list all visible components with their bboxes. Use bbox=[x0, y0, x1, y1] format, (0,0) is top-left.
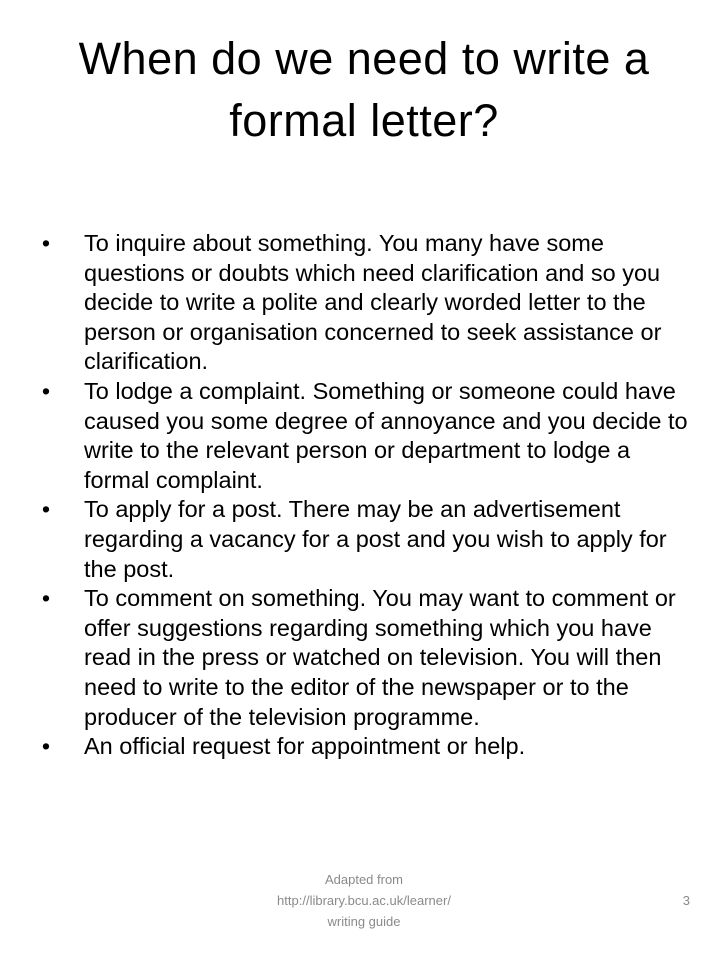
bullet-list bbox=[36, 229, 696, 762]
bullet-icon: • bbox=[41, 230, 51, 256]
bullet-icon: • bbox=[41, 377, 51, 404]
list-item bbox=[36, 229, 696, 377]
bullet-text: To lodge a complaint. Something or someone could have caused you some degree of annoyance and you decide to write to the relevant person or department to lodge a formal complaint. bbox=[84, 377, 688, 493]
list-item bbox=[36, 584, 696, 732]
slide-title: When do we need to write a formal letter? bbox=[78, 33, 650, 147]
bullet-text: To apply for a post. There may be an advertisement regarding a vacancy for a post and you wish to apply for the post. bbox=[84, 496, 667, 582]
bullet-icon: • bbox=[41, 496, 51, 523]
bullet-text: To comment on something. You may want to comment or offer suggestions regarding something which you have read in the press or watched on television. You will then need to write to the editor of the newspaper or to the producer of the television programme. bbox=[84, 585, 676, 730]
list-item bbox=[36, 377, 696, 495]
source-footer bbox=[240, 869, 488, 932]
footer-url: http://library.bcu.ac.uk/learner/ bbox=[277, 893, 451, 908]
bullet-text: To inquire about something. You many have some questions or doubts which need clarification and so you decide to write a polite and clearly worded letter to the person or organisation concerned to seek assistance or clarification. bbox=[84, 230, 662, 375]
page-number: 3 bbox=[682, 893, 690, 908]
list-item bbox=[36, 495, 696, 584]
bullet-text: An official request for appointment or help. bbox=[84, 733, 526, 760]
list-item bbox=[36, 732, 696, 762]
footer-line: Adapted from bbox=[324, 872, 404, 887]
footer-line: writing guide bbox=[327, 914, 401, 929]
bullet-icon: • bbox=[41, 733, 51, 760]
bullet-icon: • bbox=[41, 585, 51, 612]
